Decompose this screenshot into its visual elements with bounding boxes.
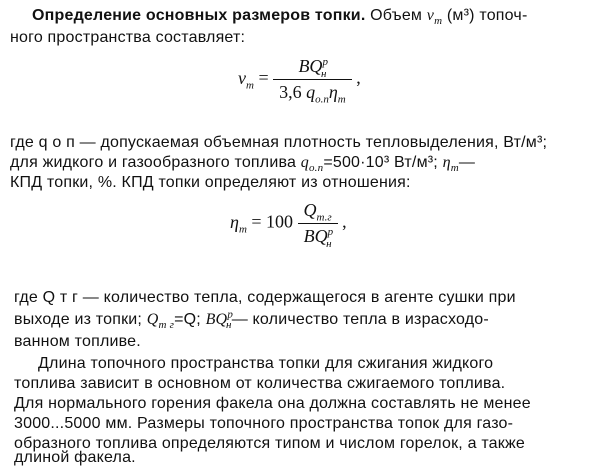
p3-line-3: ванном топливе.: [14, 333, 141, 350]
p4-line-3: Для нормального горения факела она должна составлять не менее: [14, 395, 531, 412]
p2-line-1: где q о п — допускаемая объемная плотность тепловыделения, Вт/м³;: [10, 134, 548, 151]
comma: ,: [356, 67, 361, 88]
denominator: $BQ^р_н$: [303, 226, 334, 250]
p4-line-5: образного топлива определяются типом и числом горелок, а также: [14, 435, 525, 452]
fraction: [298, 200, 338, 250]
p1-line-1: [32, 6, 527, 26]
var-v: $v_т$: [426, 7, 443, 28]
comma: ,: [342, 211, 347, 232]
formula-lhs: $v_т$: [238, 67, 254, 92]
p2-line-3: КПД топки, %. КПД топки определяют из отношения:: [10, 174, 411, 191]
equals: =: [258, 67, 269, 88]
p4-line-6: длиной факела.: [14, 449, 136, 466]
p4-line-2: топлива зависит в основном от количества сжигаемого топлива.: [14, 375, 506, 392]
p4-line-1: Длина топочного пространства топки для сжигания жидкого: [38, 355, 494, 372]
p1-line-2: ного пространства составляет:: [10, 29, 246, 46]
text: Объем: [370, 7, 423, 24]
text: топоч-: [479, 7, 528, 24]
numerator: $BQ^р_н$: [298, 56, 328, 80]
denominator: 3,6 $q_{о.п}\eta_т$: [279, 82, 346, 106]
numerator: $Q_{т.г}$: [303, 200, 332, 224]
formula-efficiency: [230, 200, 347, 250]
fraction: [273, 56, 352, 106]
p3-line-2: выходе из топки; $Q_{т г}=Q$; $BQ^р_н—$ количество тепла в израсходо-: [14, 308, 489, 332]
section-heading: Определение основных размеров топки.: [32, 7, 366, 24]
p2-line-2: для жидкого и газообразного топлива $q_{о.п}=500\cdot 10^3$ Вт/м³; $\eta_т—$: [10, 154, 476, 175]
p4-line-4: 3000...5000 мм. Размеры топочного пространства топок для газо-: [14, 415, 514, 432]
formula-volume: [238, 56, 361, 106]
equals-100: = 100: [251, 211, 294, 232]
formula-lhs: $\eta_т$: [230, 211, 247, 236]
unit: (м³): [446, 7, 475, 24]
p3-line-1: где Q т г — количество тепла, содержащегося в агенте сушки при: [14, 289, 516, 306]
